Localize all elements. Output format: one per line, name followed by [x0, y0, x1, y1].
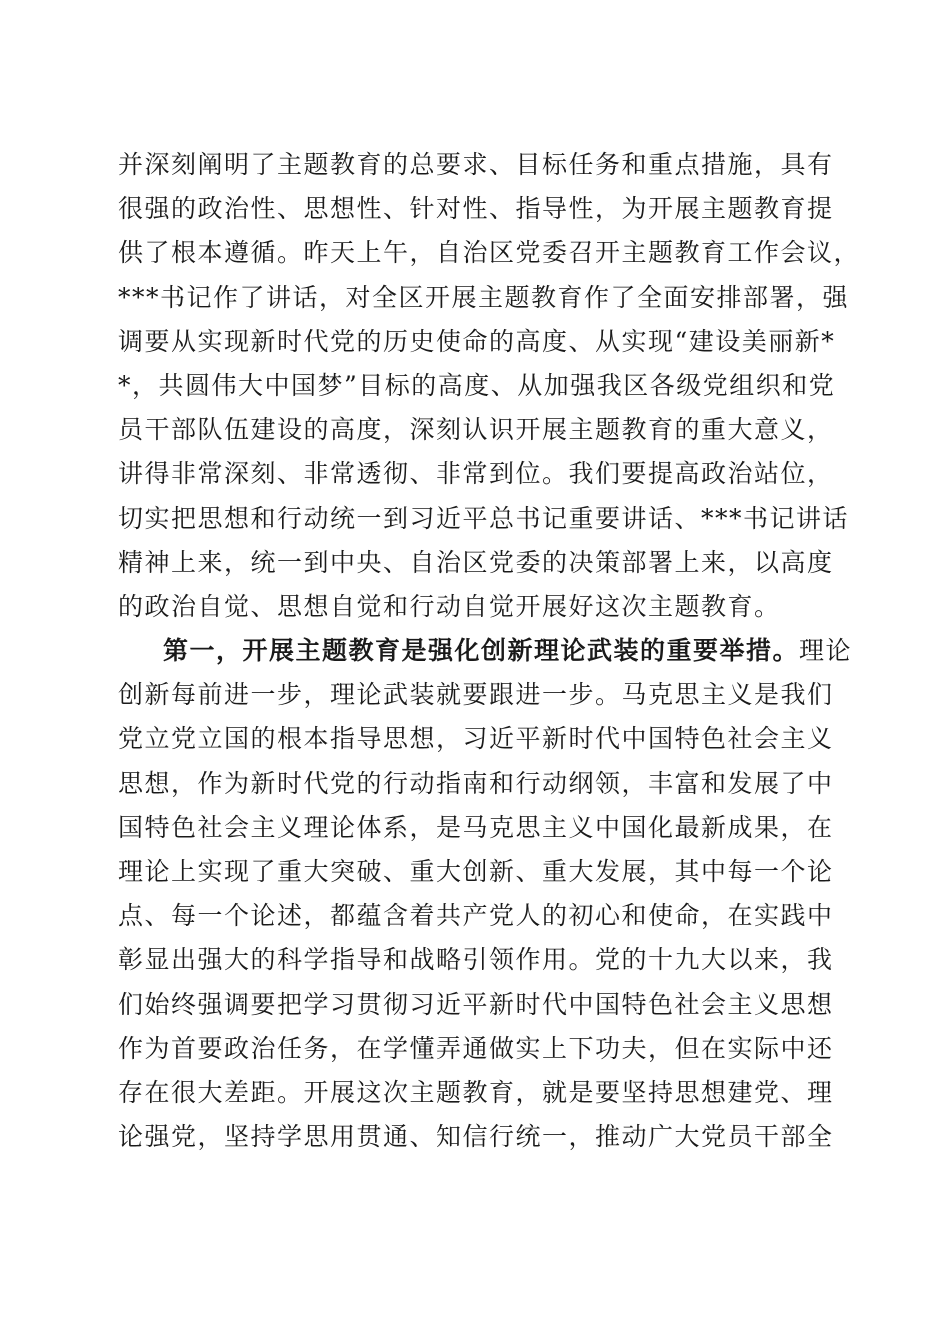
- text-line: 点、每一个论述，都蕴含着共产党人的初心和使命，在实践中: [118, 901, 834, 931]
- text-line: 讲得非常深刻、非常透彻、非常到位。我们要提高政治站位，: [118, 459, 834, 489]
- text-line: 彰显出强大的科学指导和战略引领作用。党的十九大以来，我: [118, 945, 834, 975]
- text-line: 国特色社会主义理论体系，是马克思主义中国化最新成果，在: [118, 812, 834, 842]
- text-line: 并深刻阐明了主题教育的总要求、目标任务和重点措施，具有: [118, 150, 834, 179]
- text-line: 员干部队伍建设的高度，深刻认识开展主题教育的重大意义，: [118, 415, 834, 445]
- text-line: ***书记作了讲话，对全区开展主题教育作了全面安排部署，强: [118, 282, 850, 312]
- text-line: 精神上来，统一到中央、自治区党委的决策部署上来，以高度: [118, 547, 834, 577]
- text-line: 作为首要政治任务，在学懂弄通做实上下功夫，但在实际中还: [118, 1033, 834, 1063]
- text-line: 供了根本遵循。昨天上午，自治区党委召开主题教育工作会议，: [118, 238, 861, 268]
- text-line: 很强的政治性、思想性、针对性、指导性，为开展主题教育提: [118, 194, 834, 224]
- text-line: 论强党，坚持学思用贯通、知信行统一，推动广大党员干部全: [118, 1122, 834, 1152]
- section-heading-line: [118, 629, 853, 673]
- text-line: 理论上实现了重大突破、重大创新、重大发展，其中每一个论: [118, 857, 834, 886]
- text-line: *，共圆伟大中国梦”目标的高度、从加强我区各级党组织和党: [118, 370, 836, 400]
- text-line: 思想，作为新时代党的行动指南和行动纲领，丰富和发展了中: [118, 768, 834, 798]
- text-line: 们始终强调要把学习贯彻习近平新时代中国特色社会主义思想: [118, 989, 834, 1019]
- text-line: 党立党立国的根本指导思想，习近平新时代中国特色社会主义: [118, 724, 834, 754]
- text-line: 的政治自觉、思想自觉和行动自觉开展好这次主题教育。: [118, 591, 781, 621]
- text-line: 存在很大差距。开展这次主题教育，就是要坚持思想建党、理: [118, 1077, 834, 1107]
- section-heading-rest: 理论: [799, 636, 853, 666]
- text-line: 创新每前进一步，理论武装就要跟进一步。马克思主义是我们: [118, 680, 834, 710]
- text-line: 调要从实现新时代党的历史使命的高度、从实现“建设美丽新*: [118, 326, 836, 356]
- document-body: [118, 143, 861, 1159]
- text-line: 切实把思想和行动统一到习近平总书记重要讲话、***书记讲话: [118, 503, 850, 533]
- section-heading: 第一，开展主题教育是强化创新理论武装的重要举措。: [163, 636, 800, 666]
